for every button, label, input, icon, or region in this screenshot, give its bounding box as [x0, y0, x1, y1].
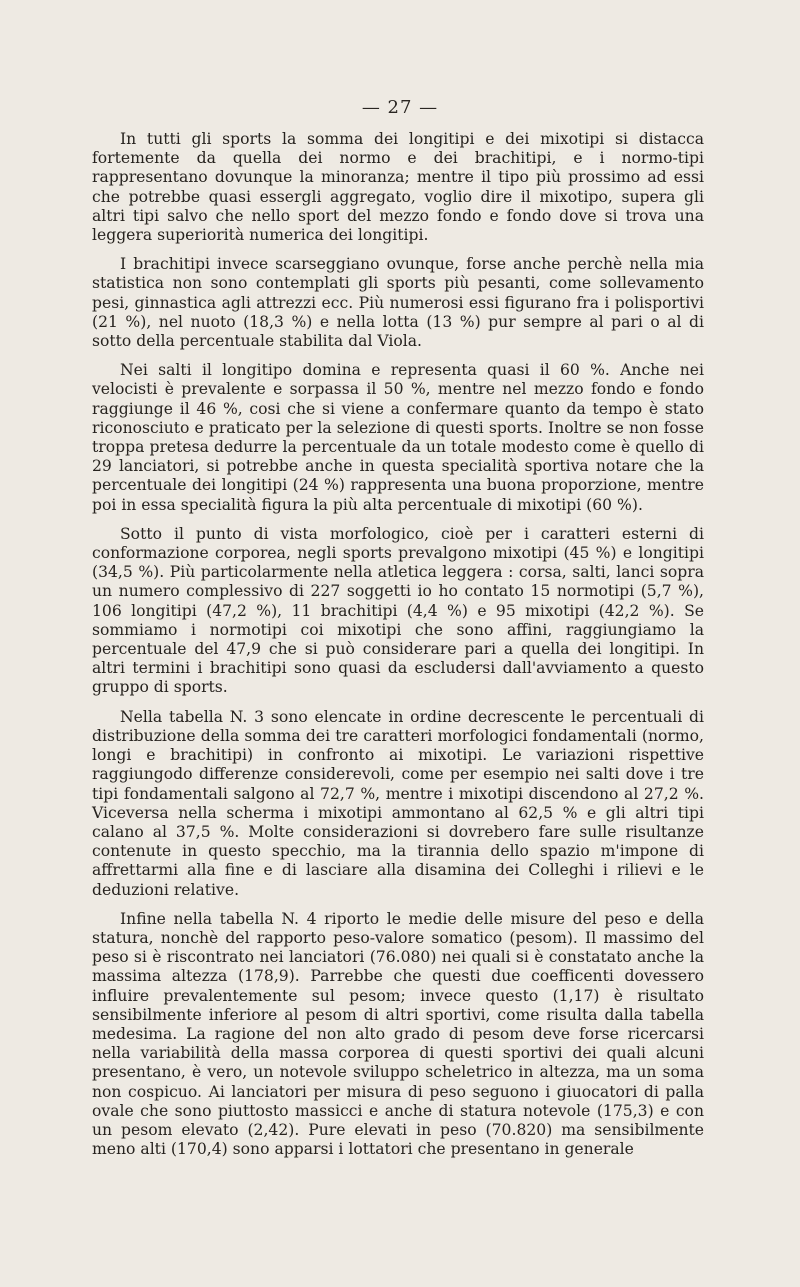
paragraph-3: Nei salti il longitipo domina e representa quasi il 60 %. Anche nei velocisti è prevalente e sorpassa il 50 %, mentre nel mezzo fondo e fondo raggiunge il 46 %, cosi che si viene a confermare quanto da tempo è stato riconosciuto e praticato per la selezione di questi sports. Inoltre se non fosse troppa pretesa dedurre la percentuale da un totale modesto come è quello di 29 lanciatori, si potrebbe anche in questa specialità sportiva notare che la percentuale dei longitipi (24 %) rappresenta una buona proporzione, mentre poi in essa specialità figura la più alta percentuale di mixotipi (60 %). — [92, 361, 704, 514]
paragraph-2: I brachitipi invece scarseggiano ovunque, forse anche perchè nella mia statistica non sono contemplati gli sports più pesanti, come sollevamento pesi, ginnastica agli attrezzi ecc. Più numerosi essi figurano fra i polisportivi (21 %), nel nuoto (18,3 %) e nella lotta (13 %) pur sempre al pari o al di sotto della percentuale stabilita dal Viola. — [92, 255, 704, 351]
page-number: — 27 — — [361, 97, 439, 118]
paragraph-4: Sotto il punto di vista morfologico, cioè per i caratteri esterni di conformazione corporea, negli sports prevalgono mixotipi (45 %) e longitipi (34,5 %). Più particolarmente nella atletica leggera : corsa, salti, lanci sopra un numero complessivo di 227 soggetti io ho contato 15 normotipi (5,7 %), 106 longitipi (47,2 %), 11 brachitipi (4,4 %) e 95 mixotipi (42,2 %). Se sommiamo i normotipi coi mixotipi che sono affini, raggiungiamo la percentuale del 47,9 che si può considerare pari a quella dei longitipi. In altri termini i brachitipi sono quasi da escludersi dall'avviamento a questo gruppo di sports. — [92, 524, 704, 697]
body-text — [92, 130, 704, 1169]
paragraph-6: Infine nella tabella N. 4 riporto le medie delle misure del peso e della statura, nonchè del rapporto peso-valore somatico (pesom). Il massimo del peso si è riscontrato nei lanciatori (76.080) nei quali si è constatato anche la massima altezza (178,9). Parrebbe che questi due coefficenti dovessero influire prevalentemente sul pesom; invece questo (1,17) è risultato sensibilmente inferiore al pesom di altri sportivi, come risulta dalla tabella medesima. La ragione del non alto grado di pesom deve forse ricercarsi nella variabilità della massa corporea di questi sportivi dei quali alcuni presentano, è vero, un notevole sviluppo scheletrico in altezza, ma un soma non cospicuo. Ai lanciatori per misura di peso seguono i giuocatori di palla ovale che sono piuttosto massicci e anche di statura notevole (175,3) e con un pesom elevato (2,42). Pure elevati in peso (70.820) ma sensibilmente meno alti (170,4) sono apparsi i lottatori che presentano in generale — [92, 909, 704, 1159]
paragraph-1: In tutti gli sports la somma dei longitipi e dei mixotipi si distacca fortemente da quella dei normo e dei brachitipi, e i normo-tipi rappresentano dovunque la minoranza; mentre il tipo più prossimo ad essi che potrebbe quasi essergli aggregato, voglio dire il mixotipo, supera gli altri tipi salvo che nello sport del mezzo fondo e fondo dove si trova una leggera superiorità numerica dei longitipi. — [92, 130, 704, 245]
paragraph-5: Nella tabella N. 3 sono elencate in ordine decrescente le percentuali di distribuzione della somma dei tre caratteri morfologici fondamentali (normo, longi e brachitipi) in confronto ai mixotipi. Le variazioni rispettive raggiungodo differenze considerevoli, come per esempio nei salti dove i tre tipi fondamentali salgono al 72,7 %, mentre i mixotipi discendono al 27,2 %. Viceversa nella scherma i mixotipi ammontano al 62,5 % e gli altri tipi calano al 37,5 %. Molte considerazioni si dovrebero fare sulle risultanze contenute in questo specchio, ma la tirannia dello spazio m'impone di affrettarmi alla fine e di lasciare alla disamina dei Colleghi i rilievi e le deduzioni relative. — [92, 707, 704, 899]
